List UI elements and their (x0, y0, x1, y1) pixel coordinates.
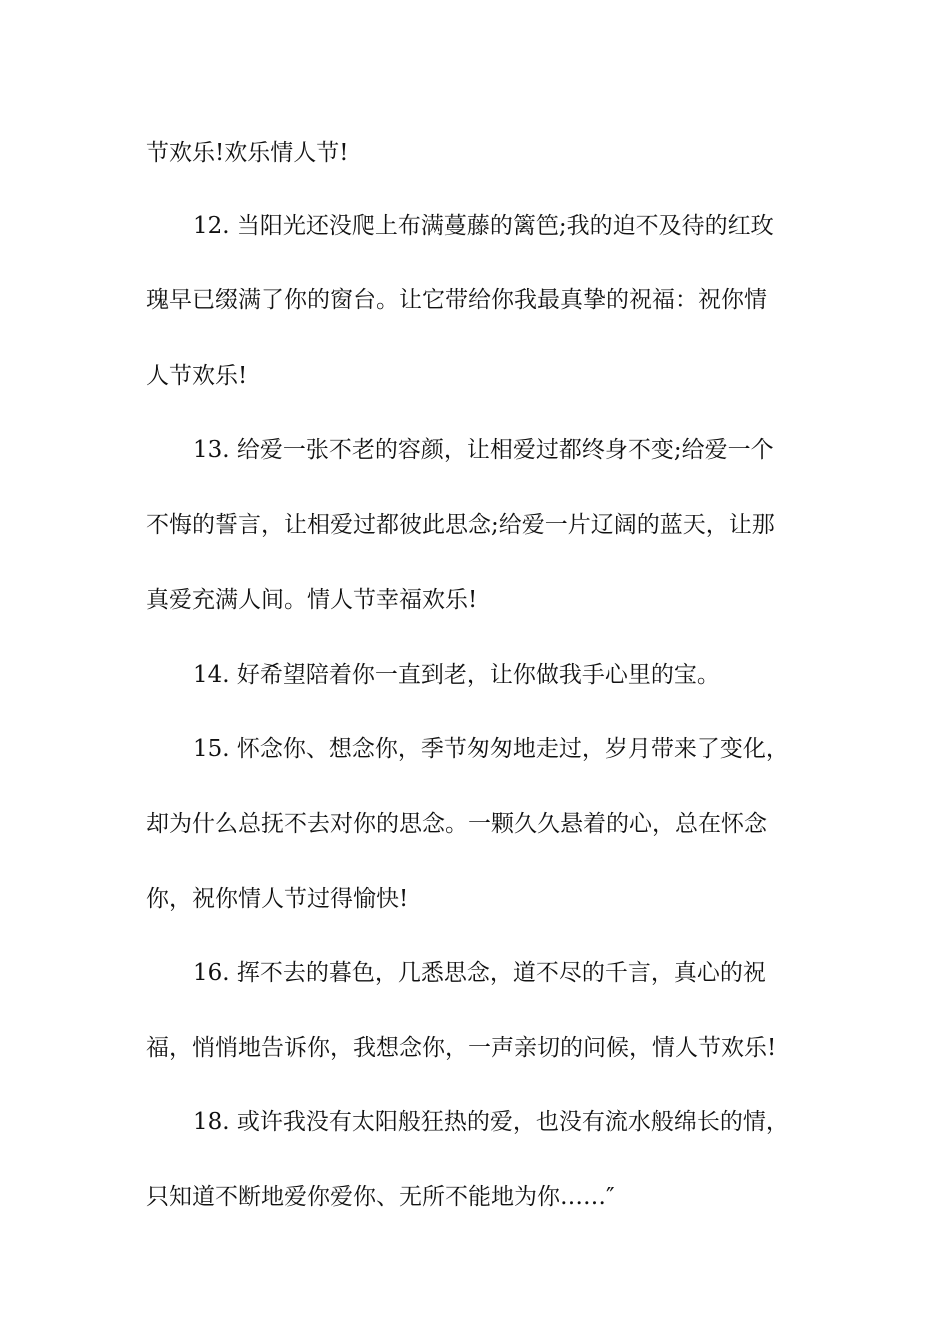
text-line: 却为什么总抚不去对你的思念。一颗久久悬着的心，总在怀念 (146, 811, 767, 837)
text-line: 你，祝你情人节过得愉快! (146, 886, 409, 912)
text-line: 节欢乐!欢乐情人节! (146, 140, 349, 166)
text-line: 不悔的誓言，让相爱过都彼此思念;给爱一片辽阔的蓝天，让那 (146, 512, 775, 538)
text-line: 福，悄悄地告诉你，我想念你，一声亲切的问候，情人节欢乐! (146, 1035, 777, 1061)
text-line: 12. 当阳光还没爬上布满蔓藤的篱笆;我的迫不及待的红玫 (193, 213, 774, 239)
text-line: 只知道不断地爱你爱你、无所不能地为你……″ (146, 1184, 615, 1210)
text-line: 真爱充满人间。情人节幸福欢乐! (146, 587, 478, 613)
text-line: 16. 挥不去的暮色，几悉思念，道不尽的千言，真心的祝 (193, 960, 766, 986)
text-line: 14. 好希望陪着你一直到老，让你做我手心里的宝。 (193, 662, 720, 688)
text-line: 瑰早已缀满了你的窗台。让它带给你我最真挚的祝福：祝你情 (146, 287, 767, 313)
text-line: 13. 给爱一张不老的容颜，让相爱过都终身不变;给爱一个 (193, 437, 774, 463)
text-line: 15. 怀念你、想念你，季节匆匆地走过，岁月带来了变化， (193, 736, 789, 762)
text-line: 18. 或许我没有太阳般狂热的爱，也没有流水般绵长的情， (193, 1109, 789, 1135)
text-line: 人节欢乐! (146, 363, 248, 389)
